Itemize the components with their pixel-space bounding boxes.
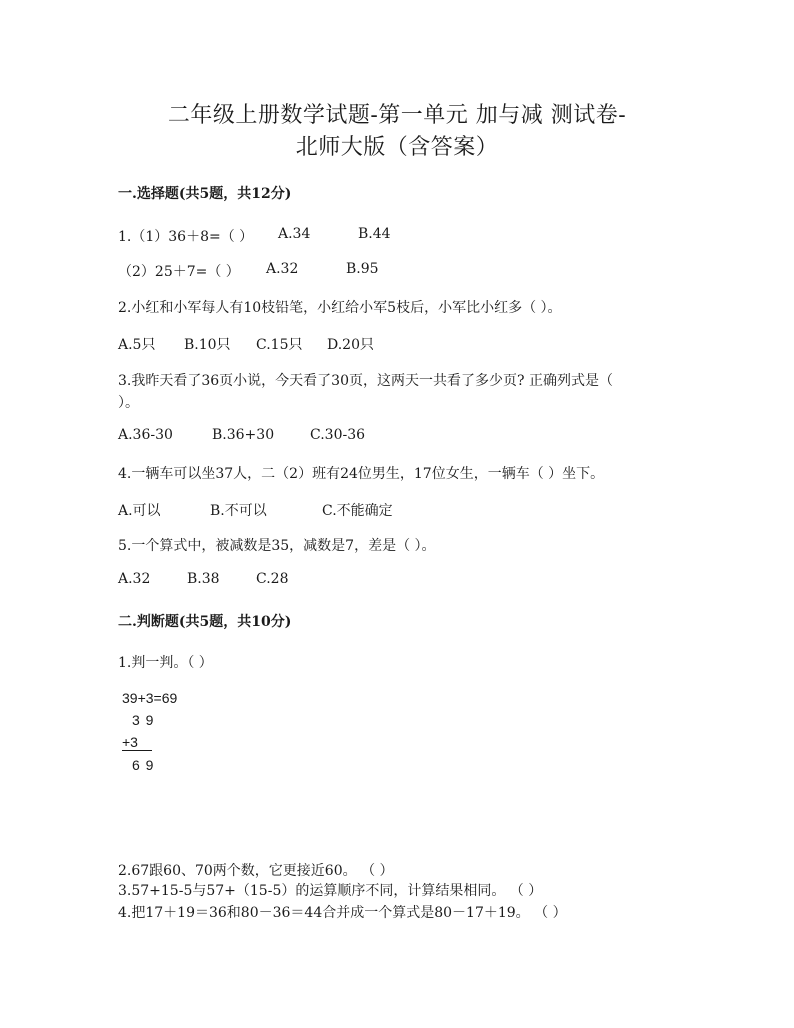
question-1-part-2-stem: （2）25＋7=（ ） — [118, 264, 240, 280]
section-2-heading: 二.判断题(共5题，共10分) — [118, 614, 292, 630]
section-1-heading: 一.选择题(共5题，共12分) — [118, 186, 292, 202]
question-2-option-b: B.10只 — [184, 337, 231, 353]
question-1-part-2-option-a: A.32 — [266, 261, 299, 277]
question-1-part-1-option-b: B.44 — [358, 226, 391, 242]
vertical-calc-result: 6 9 — [132, 757, 154, 773]
document-title-line-1: 二年级上册数学试题-第一单元 加与减 测试卷- — [167, 103, 627, 128]
question-1-part-1-option-a: A.34 — [278, 226, 311, 242]
question-1-part-2-option-b: B.95 — [346, 261, 379, 277]
question-3-option-c: C.30-36 — [310, 427, 366, 443]
question-5-stem: 5.一个算式中，被减数是35，减数是7，差是（ ）。 — [118, 538, 436, 554]
judge-question-1-stem: 1.判一判。（ ） — [118, 655, 213, 671]
question-2-option-d: D.20只 — [327, 337, 374, 353]
question-2-option-a: A.5只 — [118, 337, 156, 353]
document-title-line-2: 北师大版（含答案） — [295, 135, 499, 160]
question-2-option-c: C.15只 — [256, 337, 303, 353]
judge-question-2: 2.67跟60、70两个数，它更接近60。 （ ） — [118, 863, 394, 879]
question-4-option-a: A.可以 — [118, 503, 161, 519]
vertical-calc-addend: +3 — [122, 734, 152, 751]
question-4-stem: 4.一辆车可以坐37人，二（2）班有24位男生，17位女生，一辆车（ ）坐下。 — [118, 466, 605, 482]
judge-question-4: 4.把17＋19＝36和80－36＝44合并成一个算式是80－17＋19。 （ ） — [118, 905, 567, 921]
question-2-stem: 2.小红和小军每人有10枝铅笔，小红给小军5枝后，小军比小红多（ ）。 — [118, 300, 562, 316]
question-3-option-b: B.36+30 — [212, 427, 275, 443]
question-3-stem-line-2: ）。 — [118, 395, 139, 411]
vertical-calc-addend-row — [122, 734, 152, 751]
question-1-part-1-stem: 1.（1）36＋8=（ ） — [118, 229, 254, 245]
question-4-option-b: B.不可以 — [210, 503, 267, 519]
question-3-stem-line-1: 3.我昨天看了36页小说，今天看了30页，这两天一共看了多少页? 正确列式是（ — [118, 373, 613, 389]
judge-question-3: 3.57+15-5与57+（15-5）的运算顺序不同，计算结果相同。 （ ） — [118, 883, 543, 899]
question-5-option-b: B.38 — [187, 571, 220, 587]
question-3-option-a: A.36-30 — [118, 427, 173, 443]
vertical-calc-top-number: 3 9 — [132, 712, 154, 728]
question-4-option-c: C.不能确定 — [322, 503, 393, 519]
question-5-option-c: C.28 — [256, 571, 289, 587]
question-5-option-a: A.32 — [118, 571, 151, 587]
vertical-calc-equation: 39+3=69 — [122, 690, 178, 706]
